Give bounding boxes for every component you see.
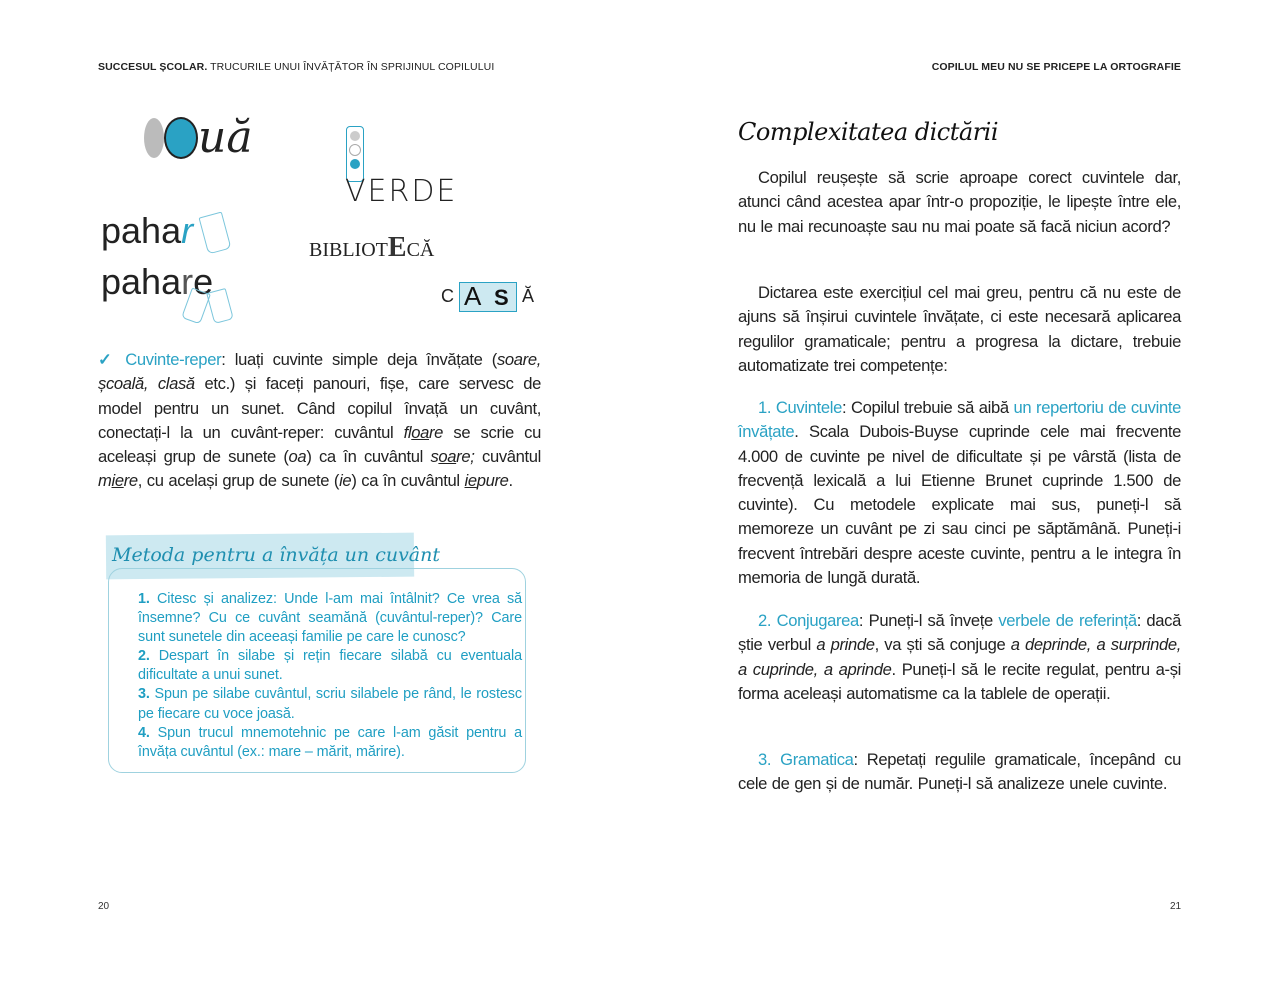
emphasis-text: s	[430, 447, 439, 467]
glasses-icon	[186, 290, 230, 327]
pahare-text: paha	[101, 261, 182, 302]
section-title: Complexitatea dictării	[738, 118, 999, 146]
text-run: cuvântul	[474, 447, 542, 467]
method-step	[138, 685, 522, 723]
glass-icon	[199, 212, 232, 255]
method-box-list	[138, 590, 522, 762]
body-paragraph	[738, 609, 1181, 706]
biblio-text: BIBLIOT	[309, 239, 388, 261]
step-number: 4.	[138, 724, 150, 741]
text-run: , cu același grup de sunete (	[137, 471, 340, 491]
step-text: Despart în silabe și rețin fiecare silabă cu eventuala dificultate a unui sunet.	[138, 648, 522, 684]
casa-a: A	[464, 281, 482, 311]
verde-first-letter: V	[345, 174, 368, 209]
step-number: 2.	[138, 648, 150, 665]
emphasis-text: oa	[411, 422, 429, 442]
cuvinte-reper-paragraph	[98, 348, 541, 494]
pahare-r: r	[181, 261, 194, 302]
body-paragraph	[738, 281, 1181, 378]
check-icon: ✓	[98, 350, 126, 369]
emphasis-text: fl	[403, 422, 412, 442]
biblio-end: CĂ	[406, 239, 435, 261]
pahar-text: paha	[101, 210, 182, 251]
pahare-e: e	[193, 261, 214, 302]
text-run: : Repetați regulile gramaticale, începând cu cele de gen și de număr. Puneți-l să analizeze unele cuvinte.	[738, 750, 1181, 794]
body-paragraph	[738, 748, 1181, 797]
emphasis-text: ie	[111, 471, 124, 491]
step-number: 3.	[138, 686, 150, 703]
text-run: : Puneți-l să învețe	[858, 611, 999, 630]
accent-text: 2. Conjugarea	[758, 611, 859, 630]
emphasis-text: ie	[464, 471, 477, 491]
emphasis-text: a deprinde, a surprinde, a cuprinde, a aprinde	[738, 635, 1182, 679]
page-number-left: 20	[98, 901, 110, 912]
casa-c: C	[441, 285, 454, 306]
emphasis-text: re	[123, 471, 138, 491]
step-text: Spun trucul mnemotehnic pe care l-am găsit pentru a învăța cuvântul (ex.: mare – mărit, mărire).	[138, 724, 522, 760]
emphasis-text: a prinde	[816, 635, 875, 655]
text-run: . Scala Dubois-Buyse cuprinde cele mai frecvente 4.000 de cuvinte pe nivel de dificultate și pe vârstă (lista de frecvență lexicală a lui Etienne Brunet cuprinde 1.500 de cuvinte). Cu metodele explicate mai sus, puneți-l să memoreze un cuvânt pe zi sau cinci pe săptămână. Puneți-i frecvent întrebări despre aceste cuvinte, pentru a le integra în memoria de lungă durată.	[738, 422, 1181, 588]
text-run: : Copilul trebuie să aibă	[841, 398, 1014, 417]
emphasis-text: pure	[476, 471, 509, 491]
body-paragraph	[738, 166, 1181, 239]
accent-text: verbele de referință	[998, 611, 1137, 630]
casa-end: Ă	[522, 285, 535, 306]
text-run: .	[508, 471, 513, 491]
text-run: etc.) și faceți panouri, fișe, care servesc de model pentru un sunet. Când copilul învață un cuvânt, conectați-l la un cuvânt-reper: cuvântul	[98, 374, 542, 442]
emphasis-text: soare, școală, clasă	[98, 350, 541, 394]
casa-s: S	[494, 285, 509, 310]
illustration-pahar	[101, 210, 227, 252]
illustration-casa	[441, 282, 534, 312]
illustration-oua	[144, 112, 253, 163]
text-run: Dictarea este exercițiul cel mai greu, pentru că nu este de ajuns să înșirui cuvintele învățate, ci este necesară aplicarea regulilor gramaticale; pentru a progresa la dictare, trebuie automatizate trei competențe:	[738, 283, 1181, 375]
text-run: se scrie cu aceleași grup de sunete (	[98, 422, 541, 467]
emphasis-text: re	[429, 422, 444, 442]
text-run: . Puneți-l să le recite regulat, pentru a-și forma aceleași automatisme ca la tablele de operații.	[738, 659, 1182, 703]
bookshelf-letter-e: E	[387, 232, 407, 263]
text-run: ) ca în cuvântul	[306, 447, 431, 467]
text-run: : dacă știe verbul	[738, 611, 1181, 655]
text-run: , va ști să conjuge	[874, 635, 1011, 655]
running-header-right: COPILUL MEU NU SE PRICEPE LA ORTOGRAFIE	[931, 61, 1181, 73]
step-text: Citesc și analizez: Unde l-am mai întâlnit? Ce vrea să însemne? Cu ce cuvânt seamănă (cuvântul-reper)? Care sunt sunetele din aceeași familie pe care le cunosc?	[138, 591, 522, 646]
bird-icon	[144, 118, 164, 158]
header-book-title: SUCCESUL ȘCOLAR.	[98, 61, 208, 73]
illustration-biblioteca	[309, 232, 434, 264]
body-paragraph	[738, 396, 1181, 590]
method-box-title: Metoda pentru a învăța un cuvânt	[112, 544, 441, 566]
accent-text: Cuvinte-reper	[125, 350, 222, 369]
accent-text: 1. Cuvintele	[758, 398, 842, 417]
emphasis-text: ie	[339, 471, 352, 491]
egg-letter	[164, 117, 198, 159]
oua-text: uă	[198, 112, 253, 163]
step-number: 1.	[138, 591, 150, 607]
accent-text: un repertoriu de cuvinte învățate	[738, 398, 1181, 442]
illustration-verde	[345, 174, 457, 209]
emphasis-text: oa	[438, 447, 457, 467]
step-text: Spun pe silabe cuvântul, scriu silabele pe rând, le rostesc pe fiecare cu voce joasă.	[138, 686, 522, 722]
text-run: : luați cuvinte simple deja învățate (	[221, 350, 497, 369]
emphasis-text: m	[98, 471, 112, 491]
header-subtitle: TRUCURILE UNUI ÎNVĂȚĂTOR ÎN SPRIJINUL COPILULUI	[210, 61, 495, 73]
method-step	[138, 590, 522, 647]
method-step	[138, 724, 522, 762]
page-number-right: 21	[1170, 901, 1182, 912]
method-step	[138, 647, 522, 685]
emphasis-text: re;	[456, 447, 475, 467]
verde-rest: ERDE	[367, 174, 458, 209]
running-header-left	[98, 61, 494, 73]
text-run: ) ca în cuvântul	[351, 471, 465, 491]
house-icon	[459, 282, 517, 312]
text-run: Copilul reușește să scrie aproape corect cuvintele dar, atunci când acestea apar într-o propoziție, le lipește între ele, nu le mai recunoaște sau nu mai poate să facă niciun acord?	[738, 168, 1181, 236]
accent-text: 3. Gramatica	[758, 750, 854, 769]
pahar-wavy-r: r	[181, 210, 194, 251]
emphasis-text: oa	[288, 447, 307, 467]
